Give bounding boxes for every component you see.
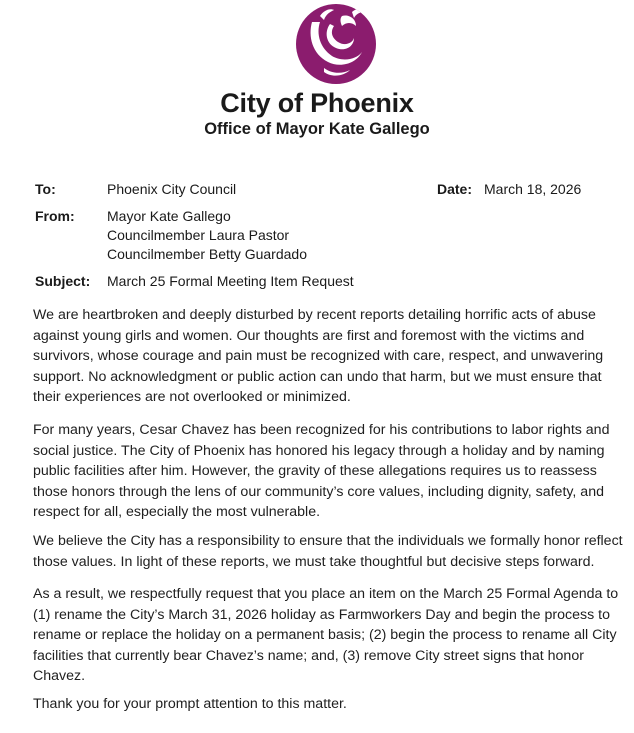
office-title: Office of Mayor Kate Gallego [204, 120, 430, 138]
phoenix-bird-logo-icon [290, 2, 382, 86]
to-value: Phoenix City Council [107, 181, 237, 197]
date-label: Date: [437, 181, 473, 197]
body-paragraph-3: We believe the City has a responsibility to ensure that the individuals we formally honor reflect those values. In light of these reports, we must take thoughtful but decisive steps forward. [33, 533, 623, 570]
body-paragraph-2: For many years, Cesar Chavez has been recognized for his contributions to labor rights and social justice. The City of Phoenix has honored his legacy through a holiday and by naming public facilities after him. However, the gravity of these allegations requires us to reassess those honors through the lens of our community’s core values, including dignity, safety, and respect for all, especially the most vulnerable. [33, 422, 610, 521]
date-value: March 18, 2026 [484, 181, 582, 197]
subject-value: March 25 Formal Meeting Item Request [107, 273, 354, 289]
from-value-3: Councilmember Betty Guardado [107, 246, 307, 262]
body-paragraph-5: Thank you for your prompt attention to this matter. [33, 696, 347, 712]
from-value-2: Councilmember Laura Pastor [107, 227, 290, 243]
from-value-1: Mayor Kate Gallego [107, 208, 231, 224]
org-title: City of Phoenix [220, 88, 414, 118]
to-label: To: [35, 181, 56, 197]
body-paragraph-4: As a result, we respectfully request that you place an item on the March 25 Formal Agenda to (1) rename the City’s March 31, 2026 holiday as Farmworkers Day and begin the process to rename or replace the holiday on a permanent basis; (2) begin the process to rename all City facilities that currently bear Chavez’s name; and, (3) remove City street signs that honor Chavez. [33, 586, 619, 685]
body-paragraph-1: We are heartbroken and deeply disturbed by recent reports detailing horrific acts of abuse against young girls and women. Our thoughts are first and foremost with the victims and survivors, whose courage and pain must be recognized with care, respect, and unwavering support. No acknowledgment or public action can undo that harm, but we must ensure that their experiences are not overlooked or minimized. [33, 307, 604, 406]
subject-label: Subject: [35, 273, 91, 289]
from-label: From: [35, 208, 75, 224]
